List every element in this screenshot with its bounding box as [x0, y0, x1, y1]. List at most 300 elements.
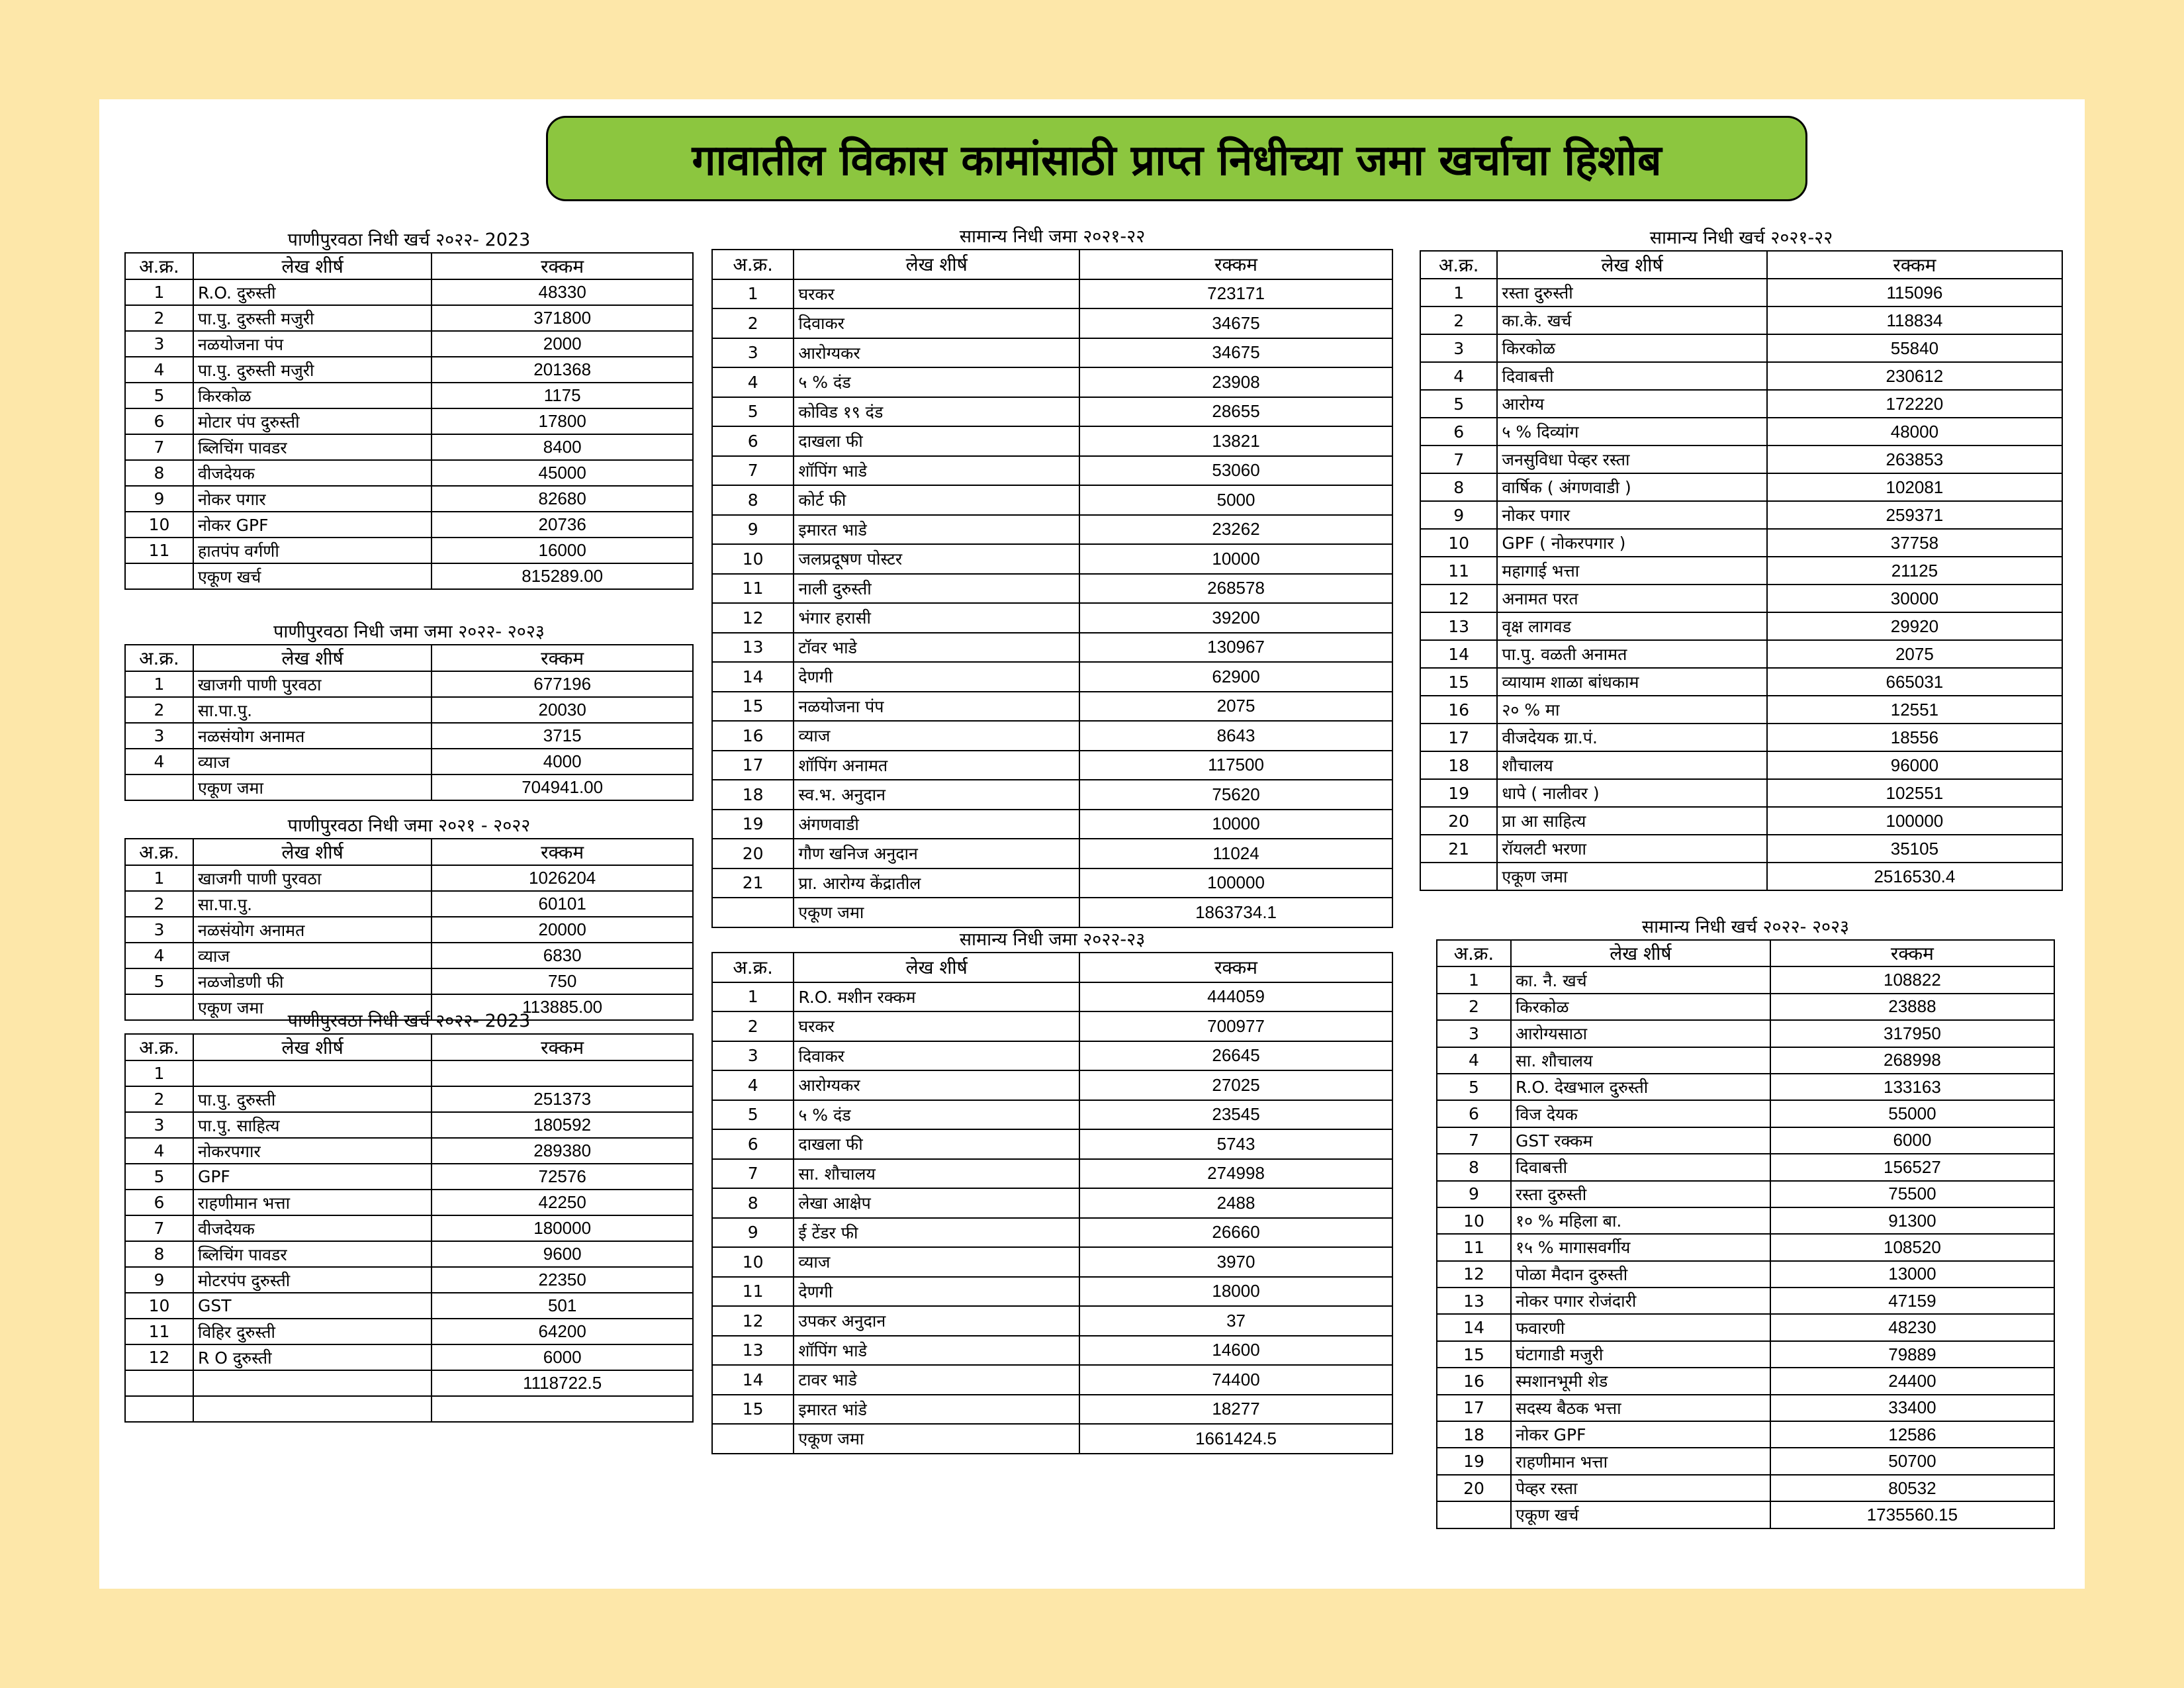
serial-cell: 10 [125, 1293, 193, 1319]
table-block [124, 228, 694, 590]
serial-cell: 10 [1437, 1207, 1511, 1234]
amount-cell: 20030 [432, 697, 693, 723]
head-cell: पा.पु. दुरुस्ती [193, 1086, 432, 1112]
table-row [1437, 1475, 2054, 1501]
table-row [712, 308, 1392, 338]
serial-cell: 4 [125, 943, 193, 968]
table-row [1437, 1395, 2054, 1421]
table-row [125, 1396, 693, 1422]
serial-cell: 13 [712, 1336, 794, 1366]
head-cell: व्याज [193, 943, 432, 968]
serial-cell: 1 [125, 1060, 193, 1086]
table-row [712, 868, 1392, 898]
amount-cell: 501 [432, 1293, 693, 1319]
amount-cell: 6000 [432, 1344, 693, 1370]
serial-cell: 14 [712, 662, 794, 692]
amount-cell: 53060 [1079, 456, 1392, 486]
table-caption: पाणीपुरवठा निधी खर्च २०२२- 2023 [287, 230, 531, 250]
table-row [712, 1129, 1392, 1159]
serial-cell [125, 1370, 193, 1396]
table-header-row [712, 250, 1392, 279]
amount-cell: 74400 [1079, 1365, 1392, 1395]
serial-cell: 1 [1437, 966, 1511, 993]
amount-cell: 55000 [1770, 1100, 2054, 1127]
amount-cell: 8400 [432, 434, 693, 460]
amount-header: रक्कम [432, 1034, 693, 1060]
amount-cell: 23908 [1079, 367, 1392, 397]
head-cell: रस्ता दुरुस्ती [1511, 1181, 1770, 1207]
table-row [712, 1277, 1392, 1307]
amount-cell: 20736 [432, 512, 693, 538]
table-row [125, 563, 693, 589]
amount-cell: 17800 [432, 408, 693, 434]
head-cell: देणगी [794, 1277, 1079, 1307]
table-row [712, 898, 1392, 927]
head-cell: धापे ( नालीवर ) [1497, 779, 1766, 807]
amount-cell: 39200 [1079, 603, 1392, 633]
table-row [1437, 1288, 2054, 1314]
amount-cell: 274998 [1079, 1159, 1392, 1189]
serial-cell: 19 [1437, 1448, 1511, 1474]
serial-cell: 17 [1420, 724, 1497, 751]
serial-cell: 3 [125, 331, 193, 357]
amount-cell: 259371 [1767, 501, 2062, 529]
amount-cell: 1118722.5 [432, 1370, 693, 1396]
table-row [712, 338, 1392, 368]
serial-cell: 18 [712, 780, 794, 810]
serial-cell [125, 774, 193, 800]
table-row [1437, 1448, 2054, 1474]
table-row [125, 774, 693, 800]
table-row [712, 367, 1392, 397]
serial-cell: 11 [125, 538, 193, 563]
serial-cell: 6 [125, 1190, 193, 1215]
head-cell: नोकर पगार [193, 486, 432, 512]
amount-cell: 133163 [1770, 1074, 2054, 1100]
table-row [1420, 306, 2062, 334]
serial-cell: 14 [1420, 640, 1497, 668]
table-row [712, 1336, 1392, 1366]
head-cell: R.O. मशीन रक्कम [794, 982, 1079, 1012]
serial-cell: 21 [712, 868, 794, 898]
head-cell: जलप्रदूषण पोस्टर [794, 544, 1079, 574]
head-cell: पा.पु. वळती अनामत [1497, 640, 1766, 668]
head-cell: उपकर अनुदान [794, 1306, 1079, 1336]
table-row [125, 968, 693, 994]
serial-cell: 3 [712, 338, 794, 368]
head-cell: नळयोजना पंप [794, 692, 1079, 722]
amount-cell: 42250 [432, 1190, 693, 1215]
head-cell: राहणीमान भत्ता [1511, 1448, 1770, 1474]
table-row [125, 538, 693, 563]
table-row [1420, 362, 2062, 390]
ledger-table [124, 644, 694, 801]
head-cell: भंगार हरासी [794, 603, 1079, 633]
serial-cell: 12 [125, 1344, 193, 1370]
serial-cell: 18 [1437, 1421, 1511, 1448]
ledger-table [124, 1033, 694, 1423]
head-cell: आरोग्यकर [794, 1070, 1079, 1100]
serial-cell [125, 1396, 193, 1422]
head-cell: महागाई भत्ता [1497, 557, 1766, 585]
head-cell: स्मशानभूमी शेड [1511, 1368, 1770, 1394]
serial-cell: 8 [125, 1241, 193, 1267]
table-row [1420, 668, 2062, 696]
amount-header: रक्कम [432, 839, 693, 865]
amount-cell: 11024 [1079, 839, 1392, 868]
table-row [712, 751, 1392, 780]
amount-cell: 26645 [1079, 1041, 1392, 1071]
serial-cell: 2 [125, 1086, 193, 1112]
head-cell: कोविड १९ दंड [794, 397, 1079, 427]
table-row [1437, 1501, 2054, 1528]
serial-cell [712, 898, 794, 927]
head-cell: विज देयक [1511, 1100, 1770, 1127]
serial-cell: 11 [125, 1319, 193, 1344]
amount-cell: 64200 [432, 1319, 693, 1344]
poster-sheet [99, 99, 2085, 1589]
head-cell: GPF ( नोकरपगार ) [1497, 529, 1766, 557]
table-header-row [125, 839, 693, 865]
head-header: लेख शीर्ष [193, 839, 432, 865]
head-cell: अनामत परत [1497, 585, 1766, 612]
head-cell: एकूण जमा [193, 774, 432, 800]
ledger-table [711, 952, 1393, 1454]
table-row [125, 305, 693, 331]
amount-cell: 35105 [1767, 835, 2062, 863]
serial-cell: 9 [712, 515, 794, 545]
amount-header: रक्कम [1079, 953, 1392, 982]
amount-cell [432, 1396, 693, 1422]
serial-cell: 11 [1437, 1234, 1511, 1260]
amount-cell: 180592 [432, 1112, 693, 1138]
head-cell: पोळा मैदान दुरुस्ती [1511, 1261, 1770, 1288]
serial-cell: 4 [1420, 362, 1497, 390]
serial-cell: 4 [712, 367, 794, 397]
table-row [1420, 779, 2062, 807]
serial-cell: 13 [712, 633, 794, 663]
serial-cell: 3 [1420, 334, 1497, 362]
ledger-table [124, 252, 694, 590]
amount-cell: 10000 [1079, 810, 1392, 839]
table-row [712, 1306, 1392, 1336]
table-row [712, 780, 1392, 810]
table-row [1437, 1261, 2054, 1288]
head-cell: शौचालय [1497, 751, 1766, 779]
serial-cell: 15 [1437, 1341, 1511, 1368]
serial-cell: 20 [1420, 807, 1497, 835]
table-header-row [125, 1034, 693, 1060]
serial-cell: 7 [712, 1159, 794, 1189]
amount-cell: 45000 [432, 460, 693, 486]
amount-cell: 750 [432, 968, 693, 994]
head-cell: दिवाकर [794, 308, 1079, 338]
amount-header: रक्कम [432, 645, 693, 671]
head-cell [193, 1370, 432, 1396]
serial-cell: 9 [712, 1218, 794, 1248]
table-row [1437, 1368, 2054, 1394]
serial-cell: 1 [712, 982, 794, 1012]
serial-cell: 10 [712, 1247, 794, 1277]
serial-cell: 5 [1437, 1074, 1511, 1100]
table-row [712, 810, 1392, 839]
serial-cell: 2 [712, 308, 794, 338]
table-block [124, 620, 694, 801]
serial-header: अ.क्र. [1437, 940, 1511, 966]
table-row [1437, 1234, 2054, 1260]
amount-cell: 75620 [1079, 780, 1392, 810]
table-header-row [125, 645, 693, 671]
amount-cell: 2075 [1767, 640, 2062, 668]
table-row [712, 544, 1392, 574]
head-cell: किरकोळ [193, 383, 432, 408]
head-cell: फवारणी [1511, 1314, 1770, 1340]
amount-cell: 18277 [1079, 1395, 1392, 1425]
head-cell: सदस्य बैठक भत्ता [1511, 1395, 1770, 1421]
head-header: लेख शीर्ष [193, 1034, 432, 1060]
head-header: लेख शीर्ष [193, 645, 432, 671]
amount-cell: 317950 [1770, 1020, 2054, 1047]
head-cell [193, 1060, 432, 1086]
amount-cell: 289380 [432, 1138, 693, 1164]
serial-cell: 5 [125, 383, 193, 408]
amount-cell: 79889 [1770, 1341, 2054, 1368]
serial-cell: 8 [712, 1188, 794, 1218]
head-cell: घरकर [794, 279, 1079, 309]
head-cell: रस्ता दुरुस्ती [1497, 279, 1766, 306]
amount-cell: 23262 [1079, 515, 1392, 545]
serial-cell: 1 [125, 671, 193, 697]
amount-cell: 1175 [432, 383, 693, 408]
serial-header: अ.क्र. [125, 253, 193, 279]
table-row [1420, 696, 2062, 724]
head-cell: राहणीमान भत्ता [193, 1190, 432, 1215]
serial-cell: 4 [125, 1138, 193, 1164]
amount-cell: 815289.00 [432, 563, 693, 589]
amount-cell: 72576 [432, 1164, 693, 1190]
table-row [1420, 863, 2062, 890]
head-cell: सा.पा.पु. [193, 697, 432, 723]
amount-cell: 13821 [1079, 426, 1392, 456]
amount-cell: 5000 [1079, 485, 1392, 515]
serial-cell: 12 [1437, 1261, 1511, 1288]
head-cell: स्व.भ. अनुदान [794, 780, 1079, 810]
amount-cell: 108520 [1770, 1234, 2054, 1260]
head-cell: मोटार पंप दुरुस्ती [193, 408, 432, 434]
head-cell: नळसंयोग अनामत [193, 723, 432, 749]
head-cell: पा.पु. साहित्य [193, 1112, 432, 1138]
amount-cell: 80532 [1770, 1475, 2054, 1501]
head-cell: खाजगी पाणी पुरवठा [193, 865, 432, 891]
head-cell: का. नै. खर्च [1511, 966, 1770, 993]
serial-cell [1437, 1501, 1511, 1528]
table-row [1420, 557, 2062, 585]
table-row [1437, 1020, 2054, 1047]
amount-cell: 23545 [1079, 1100, 1392, 1130]
head-cell: ब्लिचिंग पावडर [193, 434, 432, 460]
amount-cell: 113885.00 [432, 994, 693, 1020]
serial-cell: 9 [1437, 1181, 1511, 1207]
table-row [712, 603, 1392, 633]
table-row [712, 1041, 1392, 1071]
amount-cell: 23888 [1770, 994, 2054, 1020]
amount-cell: 102081 [1767, 473, 2062, 501]
amount-cell: 268998 [1770, 1047, 2054, 1074]
head-cell: शॉपिंग भाडे [794, 1336, 1079, 1366]
head-header: लेख शीर्ष [1511, 940, 1770, 966]
table-row [1420, 529, 2062, 557]
table-row [1420, 751, 2062, 779]
amount-cell: 251373 [432, 1086, 693, 1112]
serial-cell: 1 [125, 279, 193, 305]
head-cell: आरोग्यसाठा [1511, 1020, 1770, 1047]
serial-cell: 17 [712, 751, 794, 780]
head-cell: ५ % दिव्यांग [1497, 418, 1766, 445]
table-row [1420, 390, 2062, 418]
amount-cell: 1863734.1 [1079, 898, 1392, 927]
head-cell: सा.पा.पु. [193, 891, 432, 917]
serial-cell: 3 [1437, 1020, 1511, 1047]
serial-cell: 3 [712, 1041, 794, 1071]
serial-cell: 5 [712, 1100, 794, 1130]
amount-cell: 172220 [1767, 390, 2062, 418]
serial-cell: 2 [125, 697, 193, 723]
amount-cell: 27025 [1079, 1070, 1392, 1100]
head-cell: ५ % दंड [794, 1100, 1079, 1130]
head-cell: घरकर [794, 1011, 1079, 1041]
amount-cell: 180000 [432, 1215, 693, 1241]
amount-cell: 20000 [432, 917, 693, 943]
head-cell: एकूण खर्च [193, 563, 432, 589]
amount-cell: 5743 [1079, 1129, 1392, 1159]
table-row [1420, 473, 2062, 501]
table-caption: पाणीपुरवठा निधी खर्च २०२२- 2023 [287, 1011, 531, 1031]
amount-cell: 37758 [1767, 529, 2062, 557]
head-cell: नोकर GPF [193, 512, 432, 538]
table-row [712, 839, 1392, 868]
table-row [125, 486, 693, 512]
amount-cell: 1735560.15 [1770, 1501, 2054, 1528]
serial-cell: 1 [712, 279, 794, 309]
head-cell: नळसंयोग अनामत [193, 917, 432, 943]
serial-cell: 19 [1420, 779, 1497, 807]
serial-cell: 7 [125, 1215, 193, 1241]
amount-cell: 50700 [1770, 1448, 2054, 1474]
table-row [125, 1344, 693, 1370]
head-cell: R.O. देखभाल दुरुस्ती [1511, 1074, 1770, 1100]
amount-cell: 4000 [432, 749, 693, 774]
head-cell: अंगणवाडी [794, 810, 1079, 839]
table-row [1420, 612, 2062, 640]
serial-cell: 15 [1420, 668, 1497, 696]
table-row [125, 1112, 693, 1138]
table-caption: सामान्य निधी जमा २०२१-२२ [959, 226, 1146, 247]
amount-cell: 156527 [1770, 1154, 2054, 1180]
amount-cell: 22350 [432, 1267, 693, 1293]
table-row [1420, 445, 2062, 473]
amount-cell: 1661424.5 [1079, 1424, 1392, 1454]
table-row [125, 1241, 693, 1267]
serial-cell: 17 [1437, 1395, 1511, 1421]
amount-cell: 8643 [1079, 721, 1392, 751]
serial-cell: 4 [712, 1070, 794, 1100]
amount-header: रक्कम [1770, 940, 2054, 966]
serial-cell: 15 [712, 1395, 794, 1425]
amount-cell: 2516530.4 [1767, 863, 2062, 890]
amount-cell: 704941.00 [432, 774, 693, 800]
head-cell: सा. शौचालय [794, 1159, 1079, 1189]
table-caption: सामान्य निधी खर्च २०२१-२२ [1649, 228, 1833, 248]
serial-cell: 1 [1420, 279, 1497, 306]
table-row [712, 1247, 1392, 1277]
table-row [712, 721, 1392, 751]
table-row [712, 426, 1392, 456]
table-row [125, 865, 693, 891]
head-cell: इमारत भांडे [794, 1395, 1079, 1425]
serial-cell: 5 [125, 968, 193, 994]
serial-cell: 11 [712, 1277, 794, 1307]
serial-header: अ.क्र. [712, 953, 794, 982]
serial-cell: 2 [125, 891, 193, 917]
table-block [1436, 915, 2055, 1529]
amount-cell: 34675 [1079, 308, 1392, 338]
amount-cell: 723171 [1079, 279, 1392, 309]
amount-cell: 9600 [432, 1241, 693, 1267]
table-row [1420, 835, 2062, 863]
amount-cell: 48230 [1770, 1314, 2054, 1340]
table-row [125, 723, 693, 749]
table-row [712, 515, 1392, 545]
head-cell: दाखला फी [794, 426, 1079, 456]
amount-cell: 47159 [1770, 1288, 2054, 1314]
table-row [1437, 994, 2054, 1020]
head-cell: किरकोळ [1511, 994, 1770, 1020]
head-cell: R O दुरुस्ती [193, 1344, 432, 1370]
amount-cell: 18556 [1767, 724, 2062, 751]
serial-cell: 21 [1420, 835, 1497, 863]
amount-cell: 115096 [1767, 279, 2062, 306]
serial-cell: 16 [1420, 696, 1497, 724]
amount-cell: 371800 [432, 305, 693, 331]
head-cell: टावर भाडे [794, 1365, 1079, 1395]
head-cell: मोटरपंप दुरुस्ती [193, 1267, 432, 1293]
table-header-row [125, 253, 693, 279]
serial-cell: 7 [1437, 1127, 1511, 1154]
amount-cell: 26660 [1079, 1218, 1392, 1248]
head-header: लेख शीर्ष [193, 253, 432, 279]
serial-cell: 2 [1420, 306, 1497, 334]
amount-cell: 96000 [1767, 751, 2062, 779]
amount-cell: 118834 [1767, 306, 2062, 334]
serial-cell: 12 [712, 603, 794, 633]
head-cell: १५ % मागासवर्गीय [1511, 1234, 1770, 1260]
amount-cell: 6000 [1770, 1127, 2054, 1154]
head-cell: देणगी [794, 662, 1079, 692]
table-row [125, 357, 693, 383]
amount-cell: 1026204 [432, 865, 693, 891]
amount-cell: 102551 [1767, 779, 2062, 807]
table-row [712, 1424, 1392, 1454]
head-cell: का.के. खर्च [1497, 306, 1766, 334]
head-cell: दिवाबत्ती [1511, 1154, 1770, 1180]
amount-cell: 665031 [1767, 668, 2062, 696]
head-cell: खाजगी पाणी पुरवठा [193, 671, 432, 697]
table-row [125, 1215, 693, 1241]
head-cell: GST रक्कम [1511, 1127, 1770, 1154]
head-cell: रॉयलटी भरणा [1497, 835, 1766, 863]
table-row [712, 485, 1392, 515]
head-cell: एकूण जमा [1497, 863, 1766, 890]
